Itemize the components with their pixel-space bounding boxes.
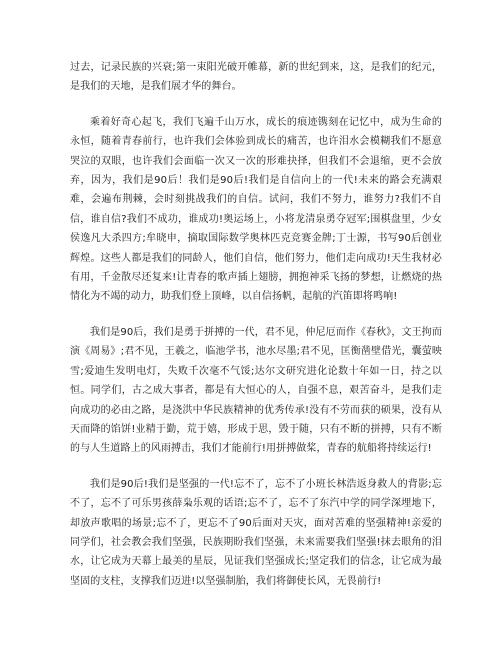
article-body bbox=[70, 58, 442, 607]
paragraph-3: 我们是90后，我们是勇于拼搏的一代，君不见，仲尼厄而作《春秋》，文王拘而演《周易》;君不见，王羲之，临池学书，池水尽墨;君不见，匡衡凿壁借光，囊萤映雪;爱迪生发明电灯，失败千次毫不气馁;达尔文研究进化论数十年如一日，持之以恒。同学们，古之成大事者，都是有大恒心的人，自强不息，艰苦奋斗，是我们走向成功的必由之路，是浇洪中华民族精神的优秀传承!没有不劳而获的硕果，没有从天而降的馅饼!业精于勤，荒于嬉，形成于思，毁于随，只有不断的拼搏，只有不断的与人生道路上的风雨搏击，我们才能前行!用拼搏做桨，青春的航船将持续运行! bbox=[70, 326, 442, 455]
paragraph-4: 我们是90后!我们是坚强的一代!忘不了，忘不了小班长林浩返身救人的背影;忘不了，忘不了可乐男孩薛枭乐观的话语;忘不了，忘不了东汽中学的同学深埋地下，却放声歌唱的场景;忘不了，更忘不了90后面对天灾，面对苦难的坚强精神!亲爱的同学们，社会教会我们坚强，民族期盼我们坚强，未来需要我们坚强!抹去眼角的泪水，让它成为天幕上最美的星辰，见证我们坚强成长;坚定我们的信念，让它成为最坚固的支柱，支撑我们迈进!以坚强制胎，我们将御使长风，无畏前行! bbox=[70, 478, 442, 587]
paragraph-2: 乘着好奇心起飞，我们飞遍千山万水，成长的痕迹镌刻在记忆中，成为生命的永恒，随着青春前行，也许我们会体验到成长的痛苦，也许泪水会模糊我们不愿意哭泣的双眼，也许我们会面临一次又一次的形难抉择，但我们不会退缩，更不会放弃，因为，我们是90后！我们是90后!我们是自信向上的一代!未来的路会充满艰难，会遍布荆棘，会时刻挑战我们的自信。试问，我们不努力，谁努力?我们不自信，谁自信?我们不成功，谁成功!奥运场上，小将龙清泉勇夺冠军;围棋盘里，少女侯逸凡大杀四方;牟晓申，摘取国际数学奥林匹克竞赛金牌;丁士源，书写90后创业辉煌。这些人都是我们的同龄人，他们自信，他们努力，他们走向成功!天生我材必有用，千金散尽还复来!让青春的歌声插上翅膀，拥抱神采飞扬的梦想，让燃烧的热情化为不竭的动力，助我们登上顶峰，以自信扬帆，起航的汽笛即将鸣响! bbox=[70, 116, 442, 303]
paragraph-1: 过去，记录民族的兴衰;第一束阳光破开帷幕，新的世纪到来，这，是我们的纪元，是我们的天地，是我们展才华的舞台。 bbox=[70, 62, 442, 93]
